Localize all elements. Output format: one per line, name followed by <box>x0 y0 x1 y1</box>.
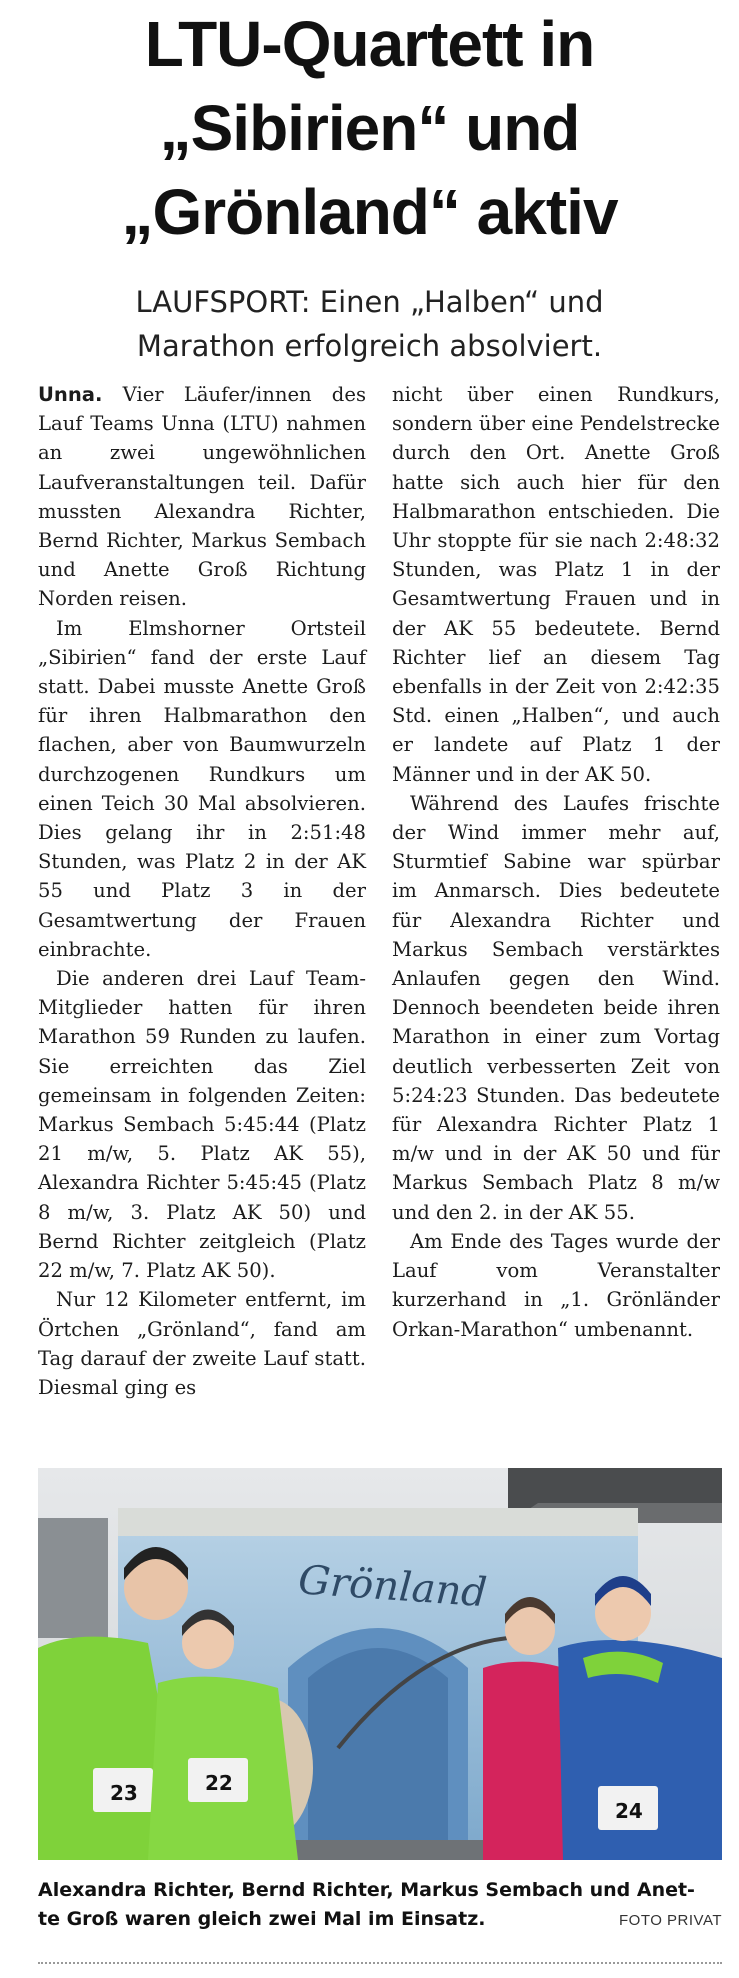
bib-number-3: 24 <box>615 1799 643 1823</box>
bib-number-2: 22 <box>205 1771 233 1795</box>
headline <box>30 2 709 254</box>
paragraph: Die anderen drei Lauf Team-Mitglieder hatten für ihren Marathon 59 Runden zu laufen. Sie erreichten das Ziel gemeinsam in folgenden Zeiten: Markus Sembach 5:45:44 (Platz 21 m/w, 5. Platz AK 55), Alexandra Richter 5:45:45 (Platz 8 m/w, 3. Platz AK 50) und Bernd Richter zeitgleich (Platz 22 m/w, 7. Platz AK 50). <box>38 967 366 1283</box>
headline-line-3: „Grönland“ aktiv <box>121 176 618 248</box>
mural-top-band <box>118 1508 638 1536</box>
mural-sign-text: Grönland <box>296 1557 489 1617</box>
photo-illustration <box>38 1468 722 1860</box>
paragraph: nicht über einen Rundkurs, sondern über eine Pendelstrecke durch den Ort. Anette Groß hatte sich auch hier für den Halbmarathon entschieden. Die Uhr stoppte für sie nach 2:48:32 Stunden, was Platz 1 in der Gesamtwertung Frauen und in der AK 55 bedeutete. Bernd Richter lief an diesem Tag ebenfalls in der Zeit von 2:42:35 Std. einen „Halben“, und auch er landete auf Platz 1 der Männer und in der AK 50. <box>392 383 720 786</box>
dateline: Unna. <box>38 383 103 406</box>
photo-credit: FOTO PRIVAT <box>618 1912 722 1929</box>
article-column-right <box>392 380 720 1344</box>
bib-number-1: 23 <box>110 1781 138 1805</box>
article-photo <box>38 1468 722 1860</box>
headline-line-2: „Sibirien“ und <box>159 92 580 164</box>
paragraph: Im Elmshorner Ortsteil „Sibirien“ fand der erste Lauf statt. Dabei musste Anette Groß für ihren Halbmarathon den flachen, aber von Baumwurzeln durchzogenen Rundkurs um einen Teich 30 Mal absolvieren. Dies gelang ihr in 2:51:48 Stunden, was Platz 2 in der AK 55 und Platz 3 in der Gesamtwertung der Frauen einbrachte. <box>38 616 366 961</box>
paragraph <box>38 380 366 614</box>
caption-line-1: Alexandra Richter, Bernd Richter, Markus Sembach und Anet- <box>38 1879 695 1901</box>
house-left <box>38 1518 108 1638</box>
caption-line-2: te Groß waren gleich zwei Mal im Einsatz. <box>38 1908 486 1930</box>
subhead-line-1: LAUFSPORT: Einen „Halben“ und <box>135 285 604 319</box>
paragraph: Am Ende des Tages wurde der Lauf vom Veranstalter kurzerhand in „1. Grönländer Orkan-Marathon“ umbenannt. <box>392 1229 720 1341</box>
paragraph-text: Vier Läufer/innen des Lauf Teams Unna (LTU) nahmen an zwei ungewöhnlichen Laufveranstaltungen teil. Dafür mussten Alexandra Richter, Bernd Richter, Markus Sembach und Anette Groß Richtung Norden reisen. <box>38 383 367 611</box>
paragraph: Während des Laufes frischte der Wind immer mehr auf, Sturmtief Sabine war spürbar im Anmarsch. Dies bedeutete für Alexandra Richter und Markus Sembach verstärktes Anlaufen gegen den Wind. Dennoch beendeten beide ihren Marathon in einer zum Vortag deutlich verbesserten Zeit von 5:24:23 Stunden. Das bedeutete für Alexandra Richter Platz 1 m/w und in der AK 50 und für Markus Sembach Platz 8 m/w und den 2. in der AK 55. <box>392 791 720 1224</box>
subhead-line-2: Marathon erfolgreich absolviert. <box>136 329 603 363</box>
paragraph: Nur 12 Kilometer entfernt, im Örtchen „Grönland“, fand am Tag darauf der zweite Lauf statt. Diesmal ging es <box>38 1288 366 1399</box>
article-column-left <box>38 380 366 1402</box>
dotted-divider <box>38 1962 722 1964</box>
subheadline <box>30 280 709 368</box>
headline-line-1: LTU-Quartett in <box>144 8 595 80</box>
